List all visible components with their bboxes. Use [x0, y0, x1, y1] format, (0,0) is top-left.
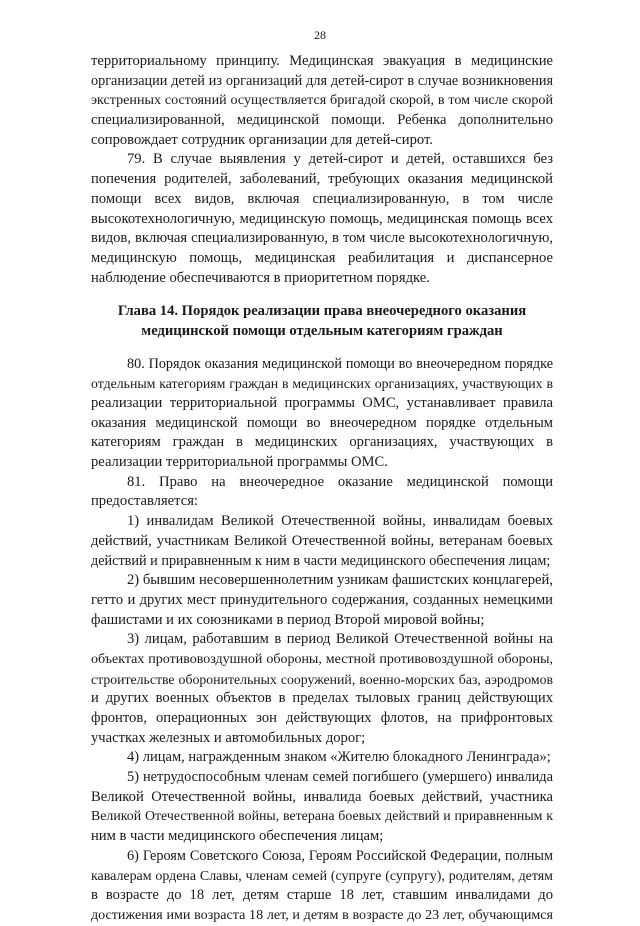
text-line: категориям граждан в медицинских организациях, участвующих в	[91, 434, 553, 451]
text-line: медицинскую помощь, медицинская реабилитация и диспансерное	[91, 249, 553, 266]
chapter-heading	[91, 302, 553, 341]
text-line: специализированной, медицинской помощи. Ребенка дополнительно	[91, 112, 553, 129]
text-line: кавалерам ордена Славы, членам семей (супруге (супругу), родителям, детям	[91, 868, 553, 884]
text-line: реализации территориальной программы ОМС, устанавливает правила	[91, 395, 553, 411]
text-line: помощи всех видов, включая специализированную, в том числе	[91, 190, 553, 207]
text-line: наблюдение обеспечиваются в приоритетном порядке.	[91, 269, 430, 286]
list-item-1	[91, 512, 553, 571]
page-number: 28	[314, 28, 326, 42]
document-body	[91, 52, 553, 926]
text-line: действий и приравненным к ним в части медицинского обеспечения лицам;	[91, 552, 551, 569]
list-item-5	[91, 768, 553, 847]
list-item-2	[91, 571, 553, 630]
text-line: 4) лицам, награжденным знаком «Жителю блокадного Ленинграда»;	[127, 749, 551, 766]
text-line: 79. В случае выявления у детей-сирот и детей, оставшихся без	[127, 151, 553, 168]
text-line: строительстве оборонительных сооружений, военно-морских баз, аэродромов	[91, 671, 553, 687]
text-line: территориальному принципу. Медицинская эвакуация в медицинские	[91, 53, 553, 69]
text-line: экстренных состояний осуществляется бригадой скорой, в том числе скорой	[91, 92, 553, 109]
text-line: сопровождает сотрудник организации для детей-сирот.	[91, 131, 433, 148]
paragraph-81	[91, 473, 553, 512]
text-line: реализации территориальной программы ОМС.	[91, 454, 388, 471]
text-line: 2) бывшим несовершеннолетним узникам фашистских концлагерей,	[127, 572, 553, 589]
text-line: ним в части медицинского обеспечения лицам;	[91, 828, 384, 845]
text-line: объектах противовоздушной обороны, местной противовоздушной обороны,	[91, 651, 553, 667]
paragraph-78-continuation	[91, 52, 553, 150]
text-line: предоставляется:	[91, 493, 198, 510]
paragraph-79	[91, 150, 553, 288]
text-line: Великой Отечественной войны, инвалида боевых действий, участника	[91, 788, 553, 805]
text-line: фронтов, операционных зон действующих флотов, на прифронтовых	[91, 710, 553, 726]
list-item-6	[91, 847, 553, 926]
text-line: попечения родителей, заболеваний, требующих оказания медицинской	[91, 171, 553, 188]
heading-line: Глава 14. Порядок реализации права внеочередного оказания	[117, 303, 527, 320]
text-line: организации детей из организаций для детей-сирот в случае возникновения	[91, 72, 553, 89]
text-line: достижения ими возраста 18 лет, и детям в возрасте до 23 лет, обучающимся	[91, 906, 553, 923]
text-line: Великой Отечественной войны, ветерана боевых действий и приравненным к	[91, 809, 553, 825]
paragraph-80	[91, 355, 553, 473]
text-line: действий, участникам Великой Отечественной войны, ветеранам боевых	[91, 532, 553, 549]
text-line: 3) лицам, работавшим в период Великой Отечественной войны на	[127, 631, 553, 648]
text-line: фашистами и их союзниками в период Второй мировой войны;	[91, 611, 485, 628]
heading-line: медицинской помощи отдельным категориям граждан	[141, 322, 503, 339]
text-line: высокотехнологичную, медицинскую помощь, медицинская помощь всех	[91, 210, 553, 227]
text-line: гетто и других мест принудительного содержания, созданных немецкими	[91, 591, 553, 608]
text-line: 6) Героям Советского Союза, Героям Российской Федерации, полным	[127, 847, 553, 864]
text-line: отдельным категориям граждан в медицинских организациях, участвующих в	[91, 376, 553, 392]
text-line: видов, включая специализированную, в том числе высокотехнологичную,	[91, 230, 553, 247]
text-line: в возрасте до 18 лет, детям старше 18 лет, ставшим инвалидами до	[91, 887, 553, 904]
text-line: и других военных объектов в пределах тыловых границ действующих	[91, 690, 553, 707]
text-line: участках железных и автомобильных дорог;	[91, 729, 366, 746]
text-line: 81. Право на внеочередное оказание медицинской помощи	[127, 473, 553, 490]
text-line: оказания медицинской помощи во внеочередном порядке отдельным	[91, 414, 553, 431]
text-line: 1) инвалидам Великой Отечественной войны, инвалидам боевых	[127, 513, 553, 530]
text-line: 80. Порядок оказания медицинской помощи во внеочередном порядке	[127, 355, 553, 372]
text-line: 5) нетрудоспособным членам семей погибшего (умершего) инвалида	[127, 769, 553, 786]
list-item-3	[91, 630, 553, 748]
list-item-4	[91, 748, 553, 768]
